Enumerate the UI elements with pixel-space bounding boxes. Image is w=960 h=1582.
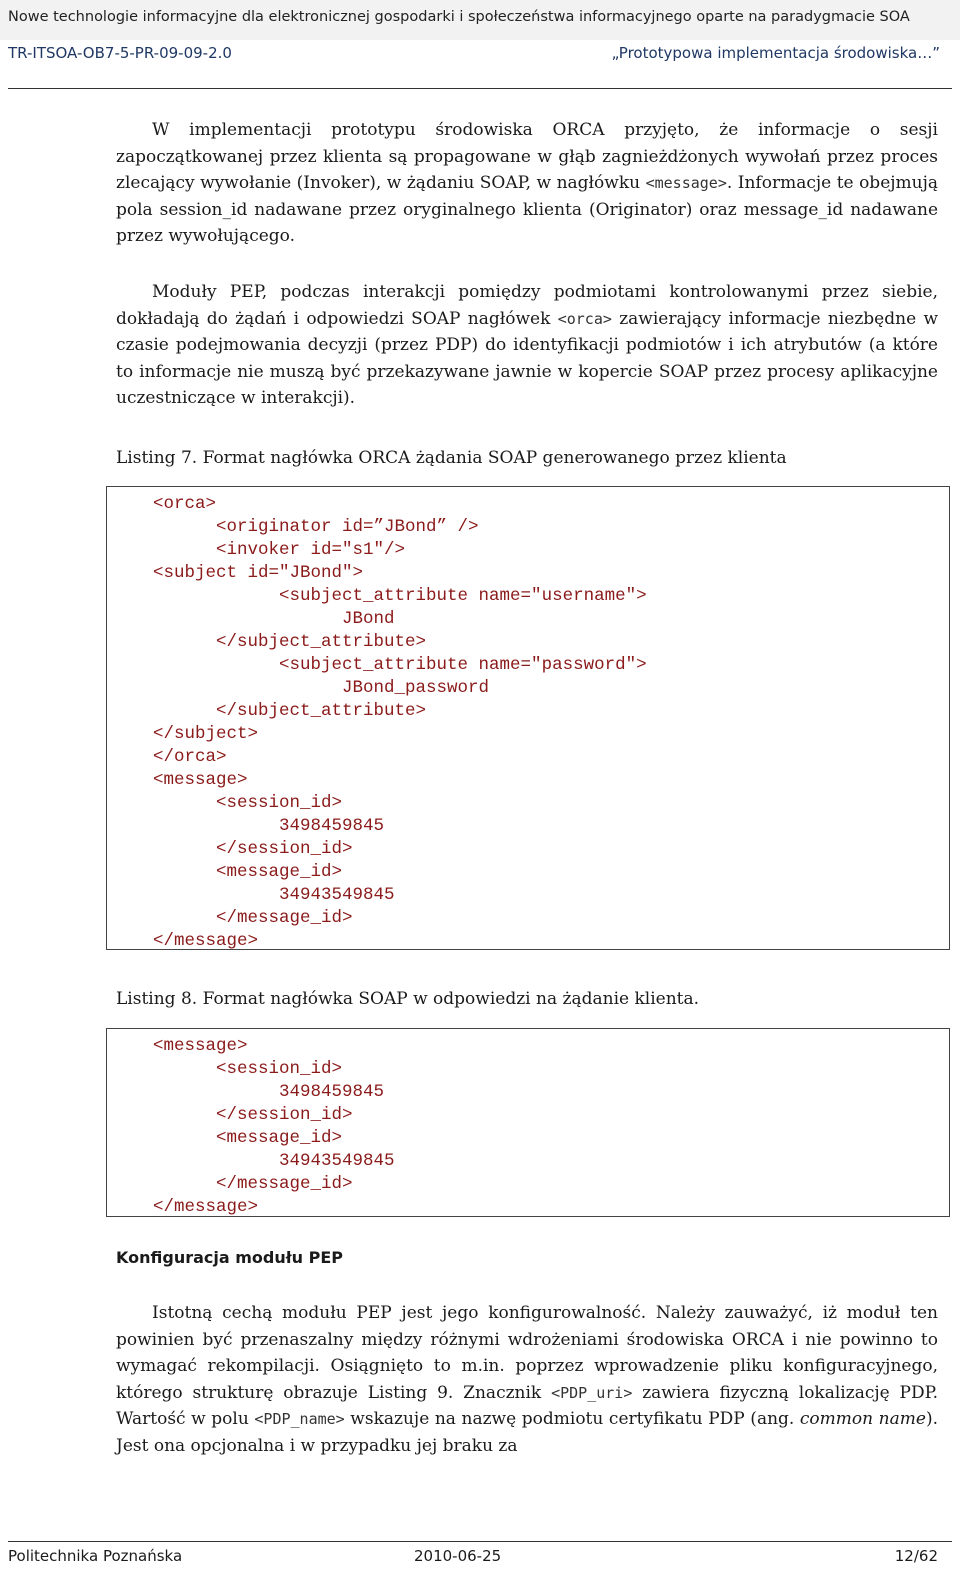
code-line: <session_id> xyxy=(153,1059,343,1079)
code-line: <subject_attribute name="username"> xyxy=(153,586,647,606)
code-line: </message_id> xyxy=(153,1174,353,1194)
footer-page-number: 12/62 xyxy=(894,1547,938,1565)
code-line: <message_id> xyxy=(153,1128,343,1148)
paragraph-orca-session: W implementacji prototypu środowiska ORCA przyjęto, że informacje o sesji zapoczątkowanej przez klienta są propagowane w głąb zagnieżdżonych wywołań przez proces zlecający wywołanie (Invoker), w żądaniu SOAP, w nagłówku <message>. Informacje te obejmują pola session_id nadawane przez oryginalnego klienta (Originator) oraz message_id nadawane przez wywołującego. xyxy=(116,120,938,247)
code-line: <message> xyxy=(153,770,248,790)
code-line: <invoker id="s1"/> xyxy=(153,540,406,560)
listing8-code-block xyxy=(106,1028,950,1217)
code-line: <message> xyxy=(153,1036,248,1056)
code-line: <session_id> xyxy=(153,793,343,813)
code-line: <orca> xyxy=(153,494,217,514)
code-line: </session_id> xyxy=(153,1105,353,1125)
footer-institution: Politechnika Poznańska xyxy=(8,1547,183,1565)
code-line: 34943549845 xyxy=(153,1151,395,1171)
code-line: </orca> xyxy=(153,747,227,767)
section-title: Konfiguracja modułu PEP xyxy=(116,1248,344,1267)
code-line: 3498459845 xyxy=(153,1082,385,1102)
code-line: </session_id> xyxy=(153,839,353,859)
inline-code-message: <message> xyxy=(645,174,727,193)
listing8-caption: Listing 8. Format nagłówka SOAP w odpowiedzi na żądanie klienta. xyxy=(116,989,700,1009)
code-line: JBond_password xyxy=(153,678,490,698)
header-doc-short-title: „Prototypowa implementacja środowiska…” xyxy=(611,44,940,62)
code-line: </message> xyxy=(153,931,259,951)
footer-rule xyxy=(8,1541,952,1542)
code-line: </subject_attribute> xyxy=(153,632,427,652)
code-line: </subject_attribute> xyxy=(153,701,427,721)
inline-code-pdp-name: <PDP_name> xyxy=(254,1410,345,1429)
inline-code-pdp-uri: <PDP_uri> xyxy=(551,1383,633,1402)
code-line: </subject> xyxy=(153,724,259,744)
listing7-caption: Listing 7. Format nagłówka ORCA żądania SOAP generowanego przez klienta xyxy=(116,448,787,468)
code-line: JBond xyxy=(153,609,395,629)
footer-date: 2010-06-25 xyxy=(414,1547,502,1565)
code-line: </message> xyxy=(153,1197,259,1217)
paragraph-pep-config: Istotną cechą modułu PEP jest jego konfigurowalność. Należy zauważyć, iż moduł ten powinien być przenaszalny między różnymi wdrożeniami środowiska ORCA i nie powinno to wymagać rekompilacji. Osiągnięto to m.in. poprzez wprowadzenie pliku konfiguracyjnego, którego strukturę obrazuje Listing 9. Znacznik <PDP_uri> zawiera fizyczną lokalizację PDP. Wartość w polu <PDP_name> wskazuje na nazwę podmiotu certyfikatu PDP (ang. common name). Jest ona opcjonalna i w przypadku jej braku za xyxy=(116,1303,938,1456)
header-meta xyxy=(8,44,952,70)
code-line: 3498459845 xyxy=(153,816,385,836)
code-line: <message_id> xyxy=(153,862,343,882)
code-line: 34943549845 xyxy=(153,885,395,905)
header-rule xyxy=(8,88,952,89)
paragraph-pep-modules: Moduły PEP, podczas interakcji pomiędzy podmiotami kontrolowanymi przez siebie, dokładają do żądań i odpowiedzi SOAP nagłówek <orca> zawierający informacje niezbędne w czasie podejmowania decyzji (przez PDP) do identyfikacji podmiotów i ich atrybutów (a które to informacje nie muszą być przekazywane jawnie w kopercie SOAP przez procesy aplikacyjne uczestniczące w interakcji). xyxy=(116,282,938,409)
inline-code-orca: <orca> xyxy=(557,309,612,328)
listing7-code-block xyxy=(106,486,950,950)
header-doc-id: TR-ITSOA-OB7-5-PR-09-09-2.0 xyxy=(8,44,232,62)
code-line: </message_id> xyxy=(153,908,353,928)
header-title: Nowe technologie informacyjne dla elektronicznej gospodarki i społeczeństwa informacyjnego oparte na paradygmacie SOA xyxy=(8,9,910,25)
footer xyxy=(8,1547,952,1573)
code-line: <originator id=”JBond” /> xyxy=(153,517,479,537)
code-line: <subject_attribute name="password"> xyxy=(153,655,647,675)
code-line: <subject id="JBond"> xyxy=(153,563,364,583)
